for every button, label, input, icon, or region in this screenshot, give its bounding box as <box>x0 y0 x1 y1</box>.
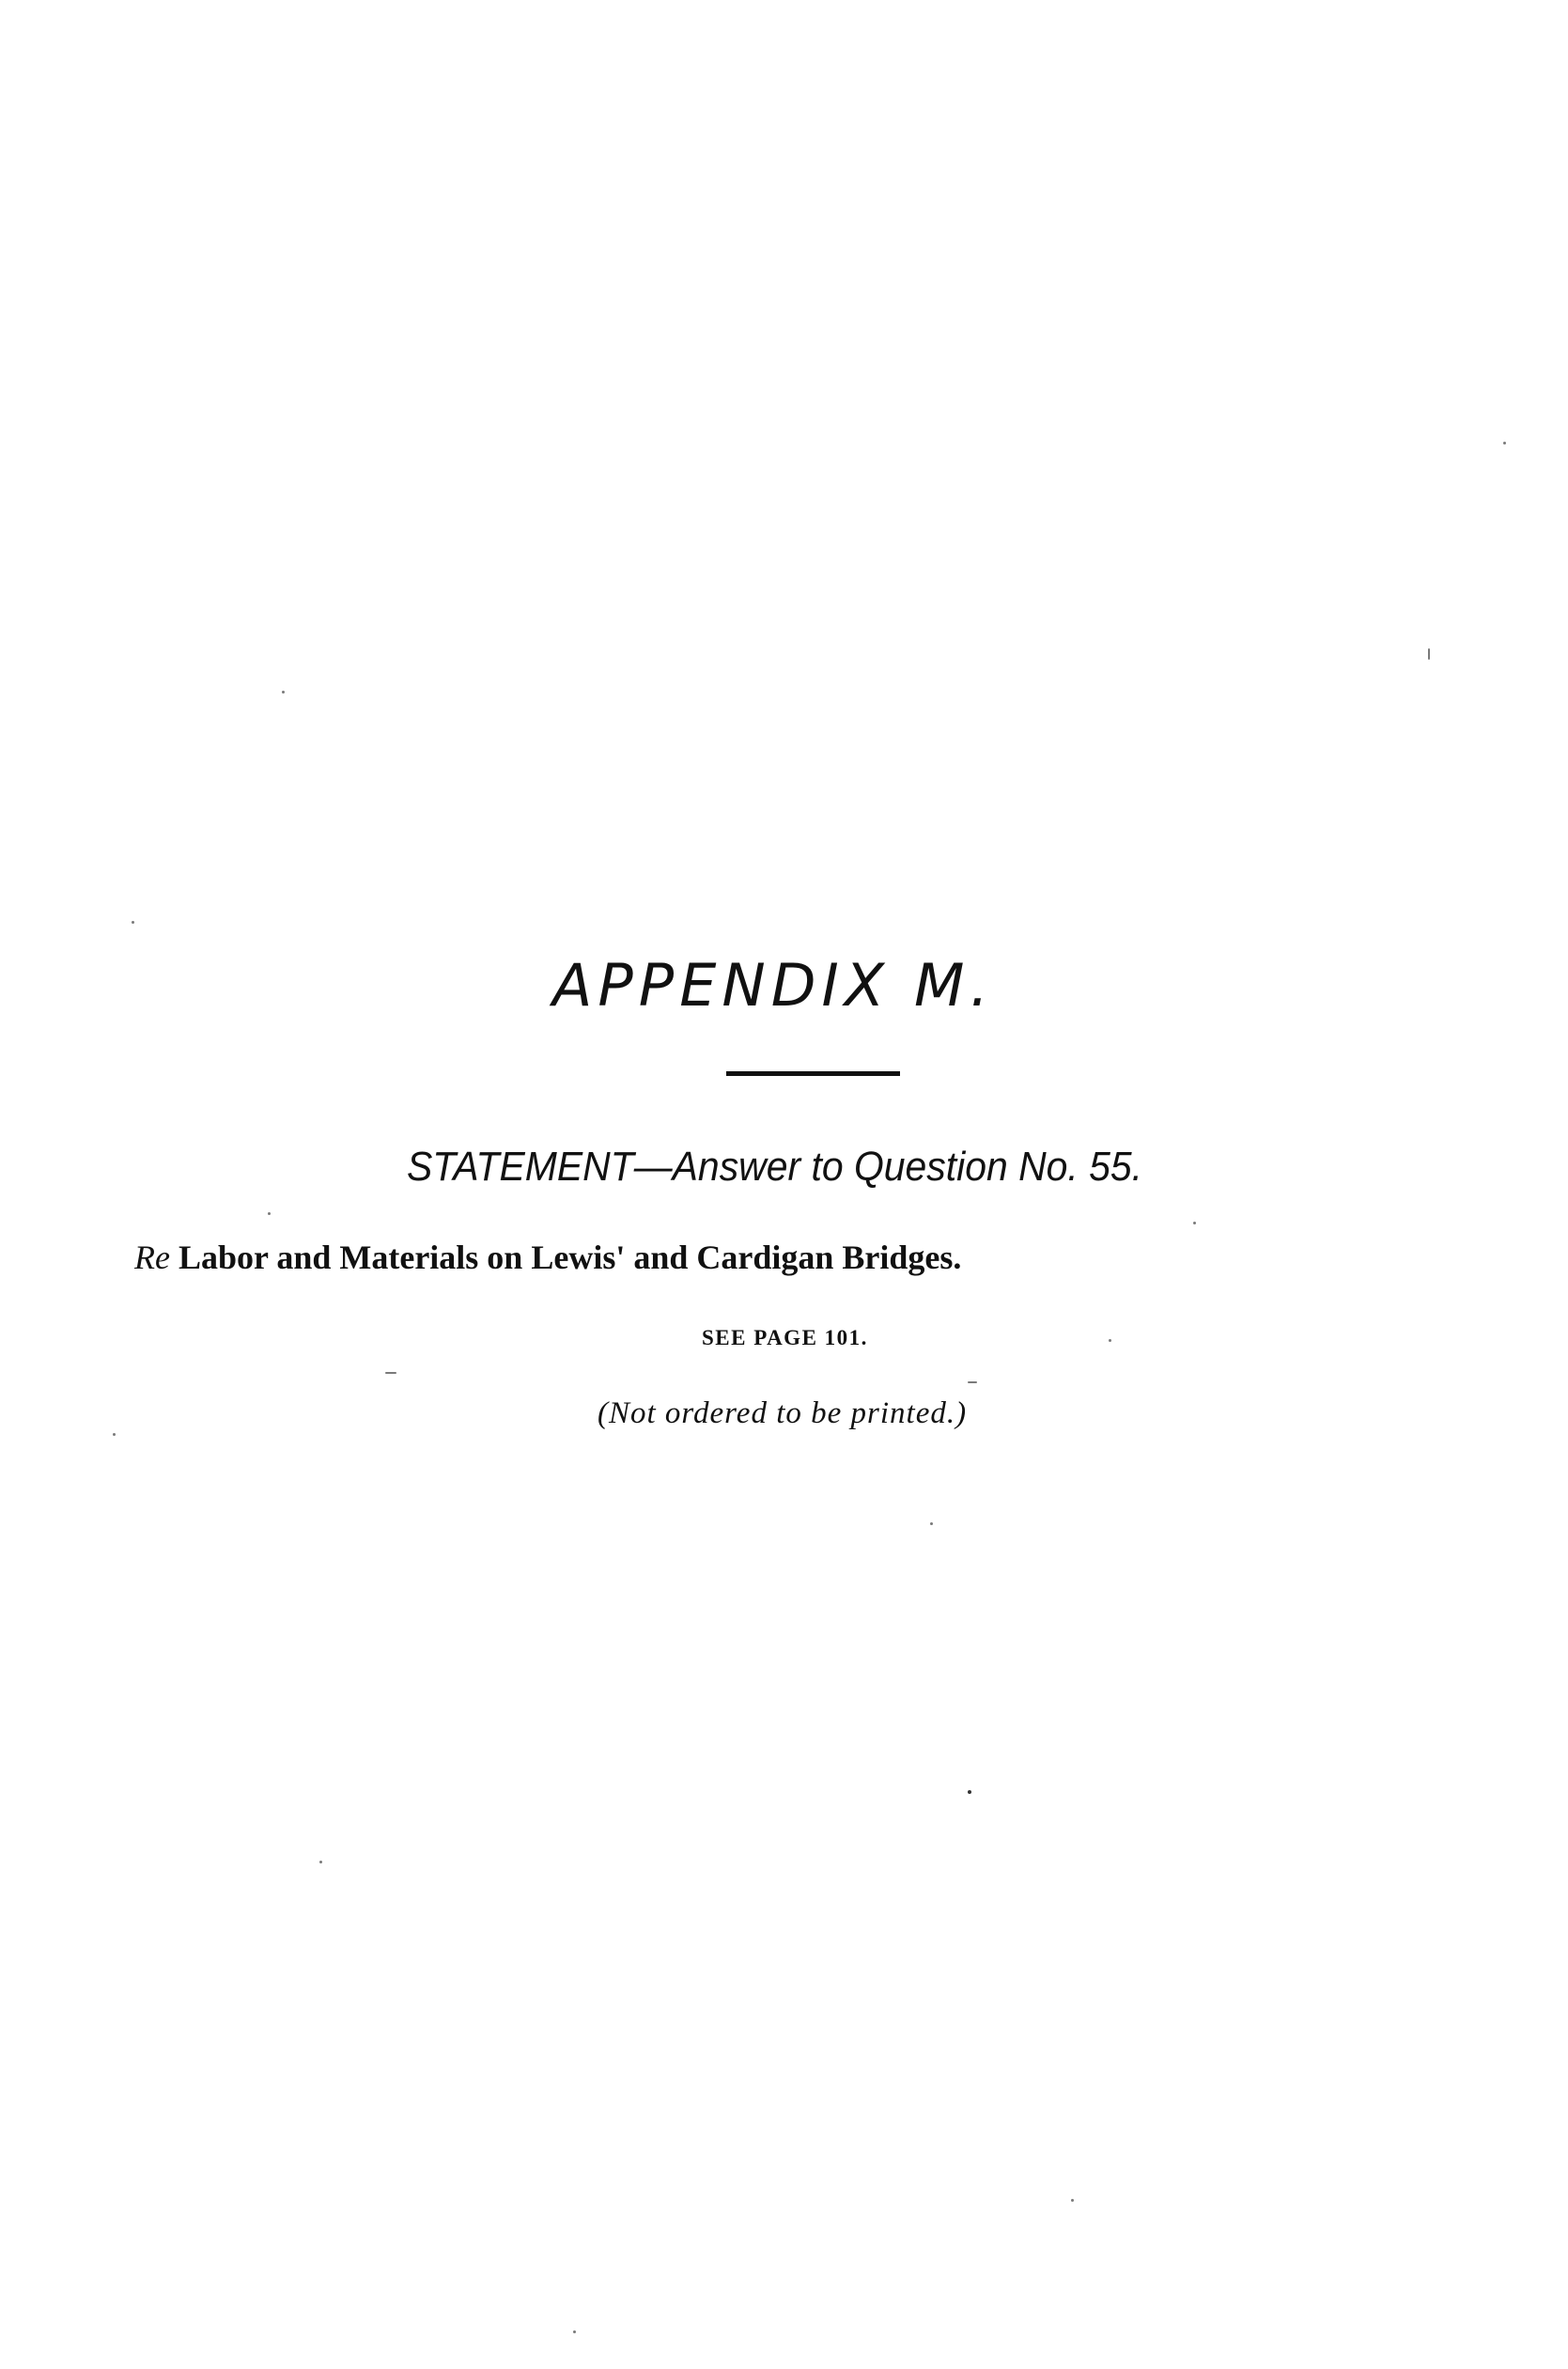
scan-speck <box>1109 1339 1111 1342</box>
scan-speck <box>113 1433 116 1436</box>
scan-speck <box>319 1861 322 1863</box>
subject-prefix: Re <box>134 1239 170 1276</box>
appendix-heading: APPENDIX M. <box>552 951 995 1020</box>
scan-speck <box>1071 2199 1074 2202</box>
scan-speck <box>573 2330 576 2333</box>
printing-note: (Not ordered to be printed.) <box>598 1396 968 1430</box>
heading-rule <box>726 1071 900 1076</box>
subject-line <box>134 1240 1168 1274</box>
scan-speck <box>1428 648 1430 660</box>
scan-speck <box>968 1790 971 1794</box>
scan-speck <box>1193 1222 1196 1224</box>
scan-speck <box>282 691 285 694</box>
scan-speck <box>268 1212 271 1215</box>
scan-speck <box>968 1381 977 1383</box>
scan-speck <box>385 1372 396 1374</box>
scan-speck <box>930 1522 933 1525</box>
see-page-reference: SEE PAGE 101. <box>702 1326 868 1349</box>
statement-title: STATEMENT—Answer to Question No. 55. <box>407 1144 1143 1190</box>
subject-text: Labor and Materials on Lewis' and Cardigan Bridges. <box>178 1239 962 1276</box>
scan-speck <box>1503 442 1506 444</box>
scan-speck <box>132 921 134 924</box>
